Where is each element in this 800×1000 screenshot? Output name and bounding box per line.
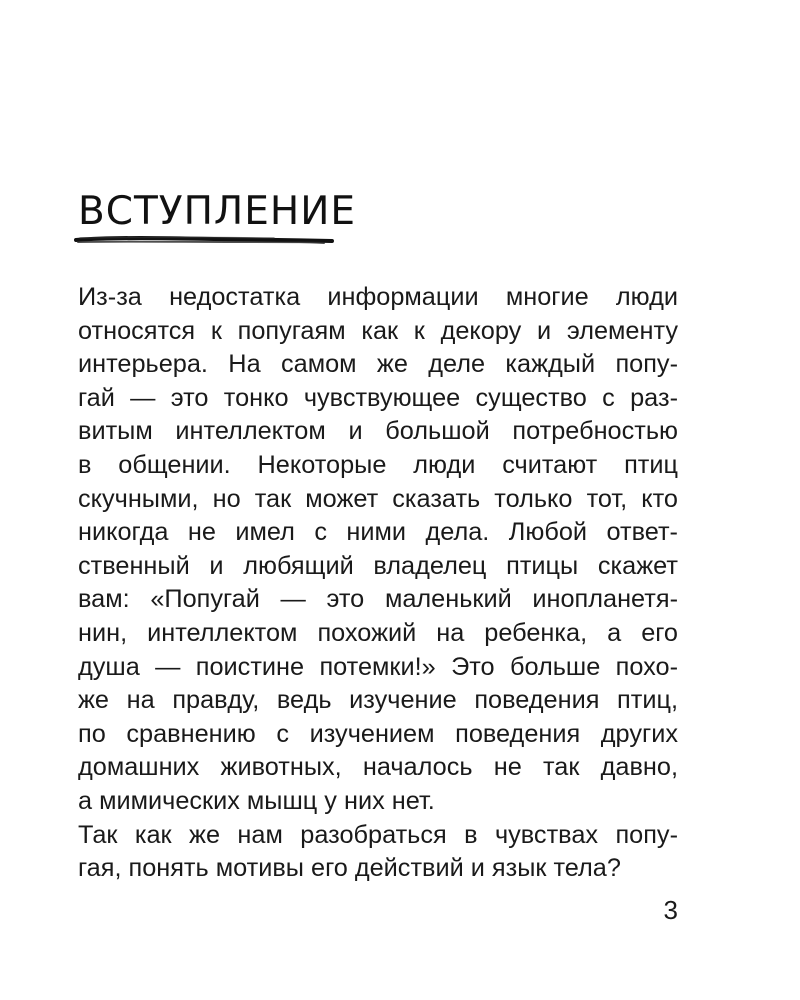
- page-number: 3: [663, 895, 678, 925]
- body-paragraph: [78, 281, 678, 886]
- text-line: относятся к попугаям как к декору и элементу: [78, 316, 678, 345]
- text-line: скучными, но так может сказать только тот, кто: [78, 484, 678, 513]
- text-line: по сравнению с изучением поведения других: [78, 719, 678, 748]
- text-line: нин, интеллектом похожий на ребенка, а его: [78, 618, 678, 647]
- text-line: Из-за недостатка информации многие люди: [78, 283, 678, 311]
- text-line: в общении. Некоторые люди считают птиц: [78, 450, 678, 479]
- text-line: интерьера. На самом же деле каждый попу-: [78, 350, 678, 379]
- text-line: же на правду, ведь изучение поведения птиц,: [78, 686, 678, 715]
- title-underline-brush-stroke: [74, 234, 334, 246]
- text-line: душа — поистине потемки!» Это больше похо-: [78, 652, 678, 681]
- text-line: ственный и любящий владелец птицы скажет: [78, 551, 678, 580]
- text-line: а мимических мышц у них нет.: [78, 786, 435, 815]
- text-line: никогда не имел с ними дела. Любой ответ-: [78, 518, 678, 547]
- text-line: гай — это тонко чувствующее существо с раз-: [78, 383, 678, 412]
- text-line: витым интеллектом и большой потребностью: [78, 417, 678, 446]
- text-line: домашних животных, началось не так давно,: [78, 753, 678, 782]
- text-line: гая, понять мотивы его действий и язык тела?: [78, 854, 621, 883]
- text-line: Так как же нам разобраться в чувствах попу-: [78, 820, 678, 849]
- chapter-title: ВСТУПЛЕНИЕ: [78, 189, 357, 234]
- text-line: вам: «Попугай — это маленький инопланетя-: [78, 585, 678, 614]
